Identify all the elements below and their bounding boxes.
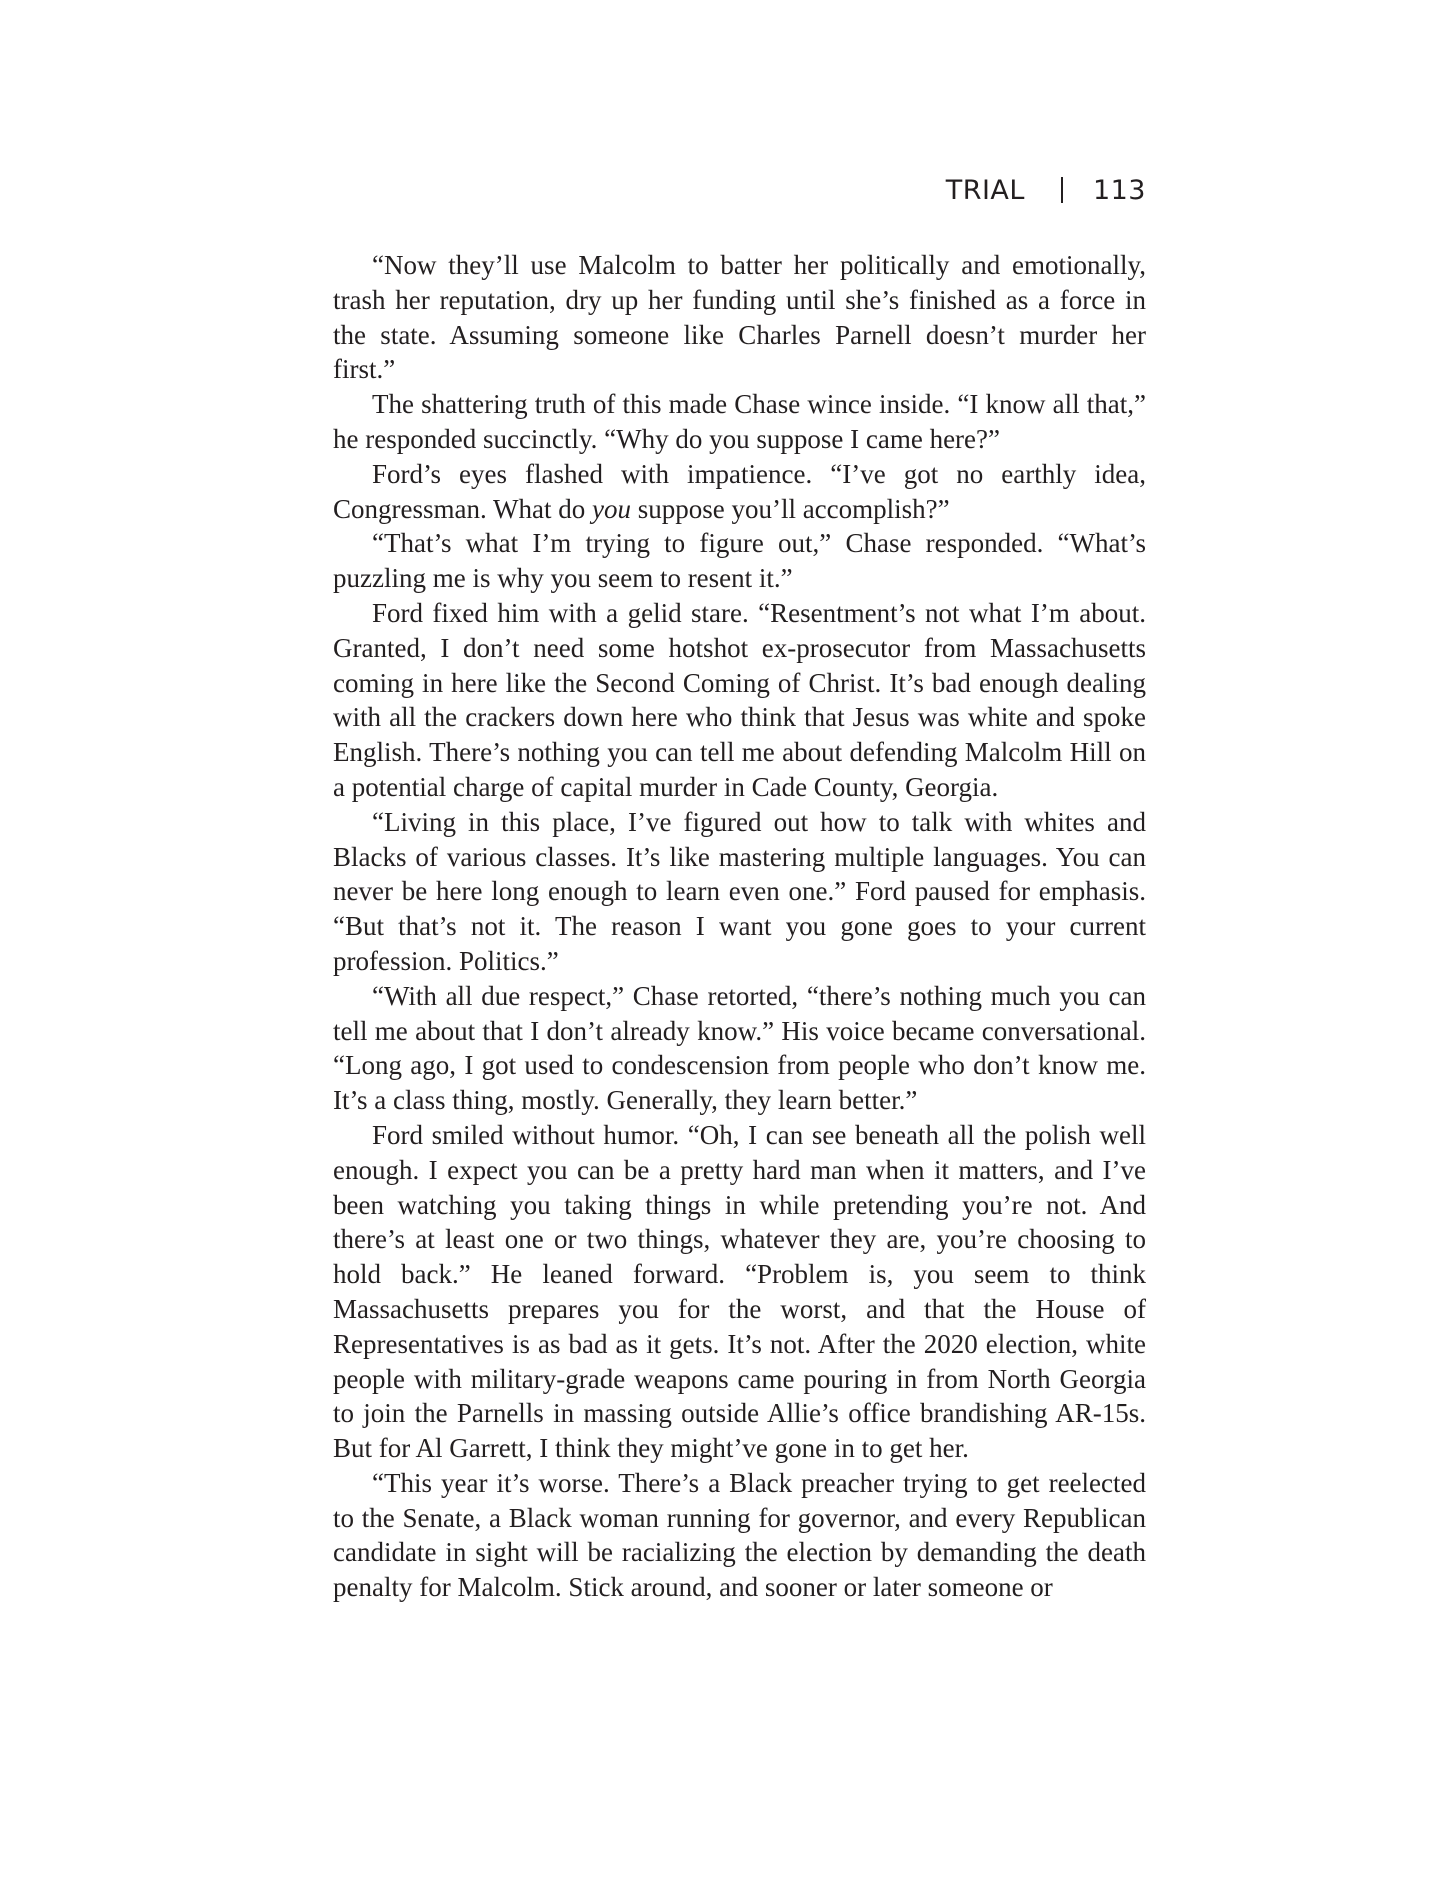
- running-head-separator: [1061, 177, 1063, 203]
- paragraph-1: “Now they’ll use Malcolm to batter her politically and emotionally, trash her reputation, dry up her funding until she’s finished as a force in the state. Assuming someone like Charles Parnell doesn’t murder her first.”: [333, 250, 1146, 385]
- body-text: [333, 248, 1146, 1605]
- paragraph-2: The shattering truth of this made Chase wince inside. “I know all that,” he responded succinctly. “Why do you suppose I came here?”: [333, 389, 1146, 454]
- paragraph-8: Ford smiled without humor. “Oh, I can see beneath all the polish well enough. I expect you can be a pretty hard man when it matters, and I’ve been watching you taking things in while pretending you’re not. And there’s at least one or two things, whatever they are, you’re choosing to hold back.” He leaned forward. “Problem is, you seem to think Massachusetts prepares you for the worst, and that the House of Representatives is as bad as it gets. It’s not. After the 2020 election, white people with military-grade weapons came pouring in from North Georgia to join the Parnells in massing outside Allie’s office brandishing AR-15s. But for Al Garrett, I think they might’ve gone in to get her.: [333, 1119, 1146, 1464]
- paragraph-3: [333, 457, 1146, 527]
- running-head-title: TRIAL: [945, 174, 1025, 206]
- paragraph-5: Ford fixed him with a gelid stare. “Resentment’s not what I’m about. Granted, I don’t need some hotshot ex-prosecutor from Massachusetts coming in here like the Second Coming of Christ. It’s bad enough dealing with all the crackers down here who think that Jesus was white and spoke English. There’s nothing you can tell me about defending Malcolm Hill on a potential charge of capital murder in Cade County, Georgia.: [333, 597, 1146, 802]
- paragraph-3-after: suppose you’ll accomplish?”: [630, 493, 950, 524]
- paragraph-9: “This year it’s worse. There’s a Black preacher trying to get reelected to the Senate, a Black woman running for governor, and every Republican candidate in sight will be racializing the election by demanding the death penalty for Malcolm. Stick around, and sooner or later someone or: [333, 1467, 1146, 1603]
- running-head: [900, 168, 1146, 212]
- paragraph-7: “With all due respect,” Chase retorted, “there’s nothing much you can tell me about that I don’t already know.” His voice became conversational. “Long ago, I got used to condescension from people who don’t know me. It’s a class thing, mostly. Generally, they learn better.”: [333, 980, 1146, 1116]
- paragraph-4: “That’s what I’m trying to figure out,” Chase responded. “What’s puzzling me is why you seem to resent it.”: [333, 528, 1146, 594]
- paragraph-3-emphasis: you: [591, 493, 631, 524]
- paragraph-3-before: Ford’s eyes flashed with impatience. “I’ve got no earthly idea, Congressman. What do: [333, 458, 1146, 524]
- paragraph-6: “Living in this place, I’ve figured out how to talk with whites and Blacks of various classes. It’s like mastering multiple languages. You can never be here long enough to learn even one.” Ford paused for emphasis. “But that’s not it. The reason I want you gone goes to your current profession. Politics.”: [333, 806, 1146, 976]
- page-number: 113: [1092, 174, 1146, 206]
